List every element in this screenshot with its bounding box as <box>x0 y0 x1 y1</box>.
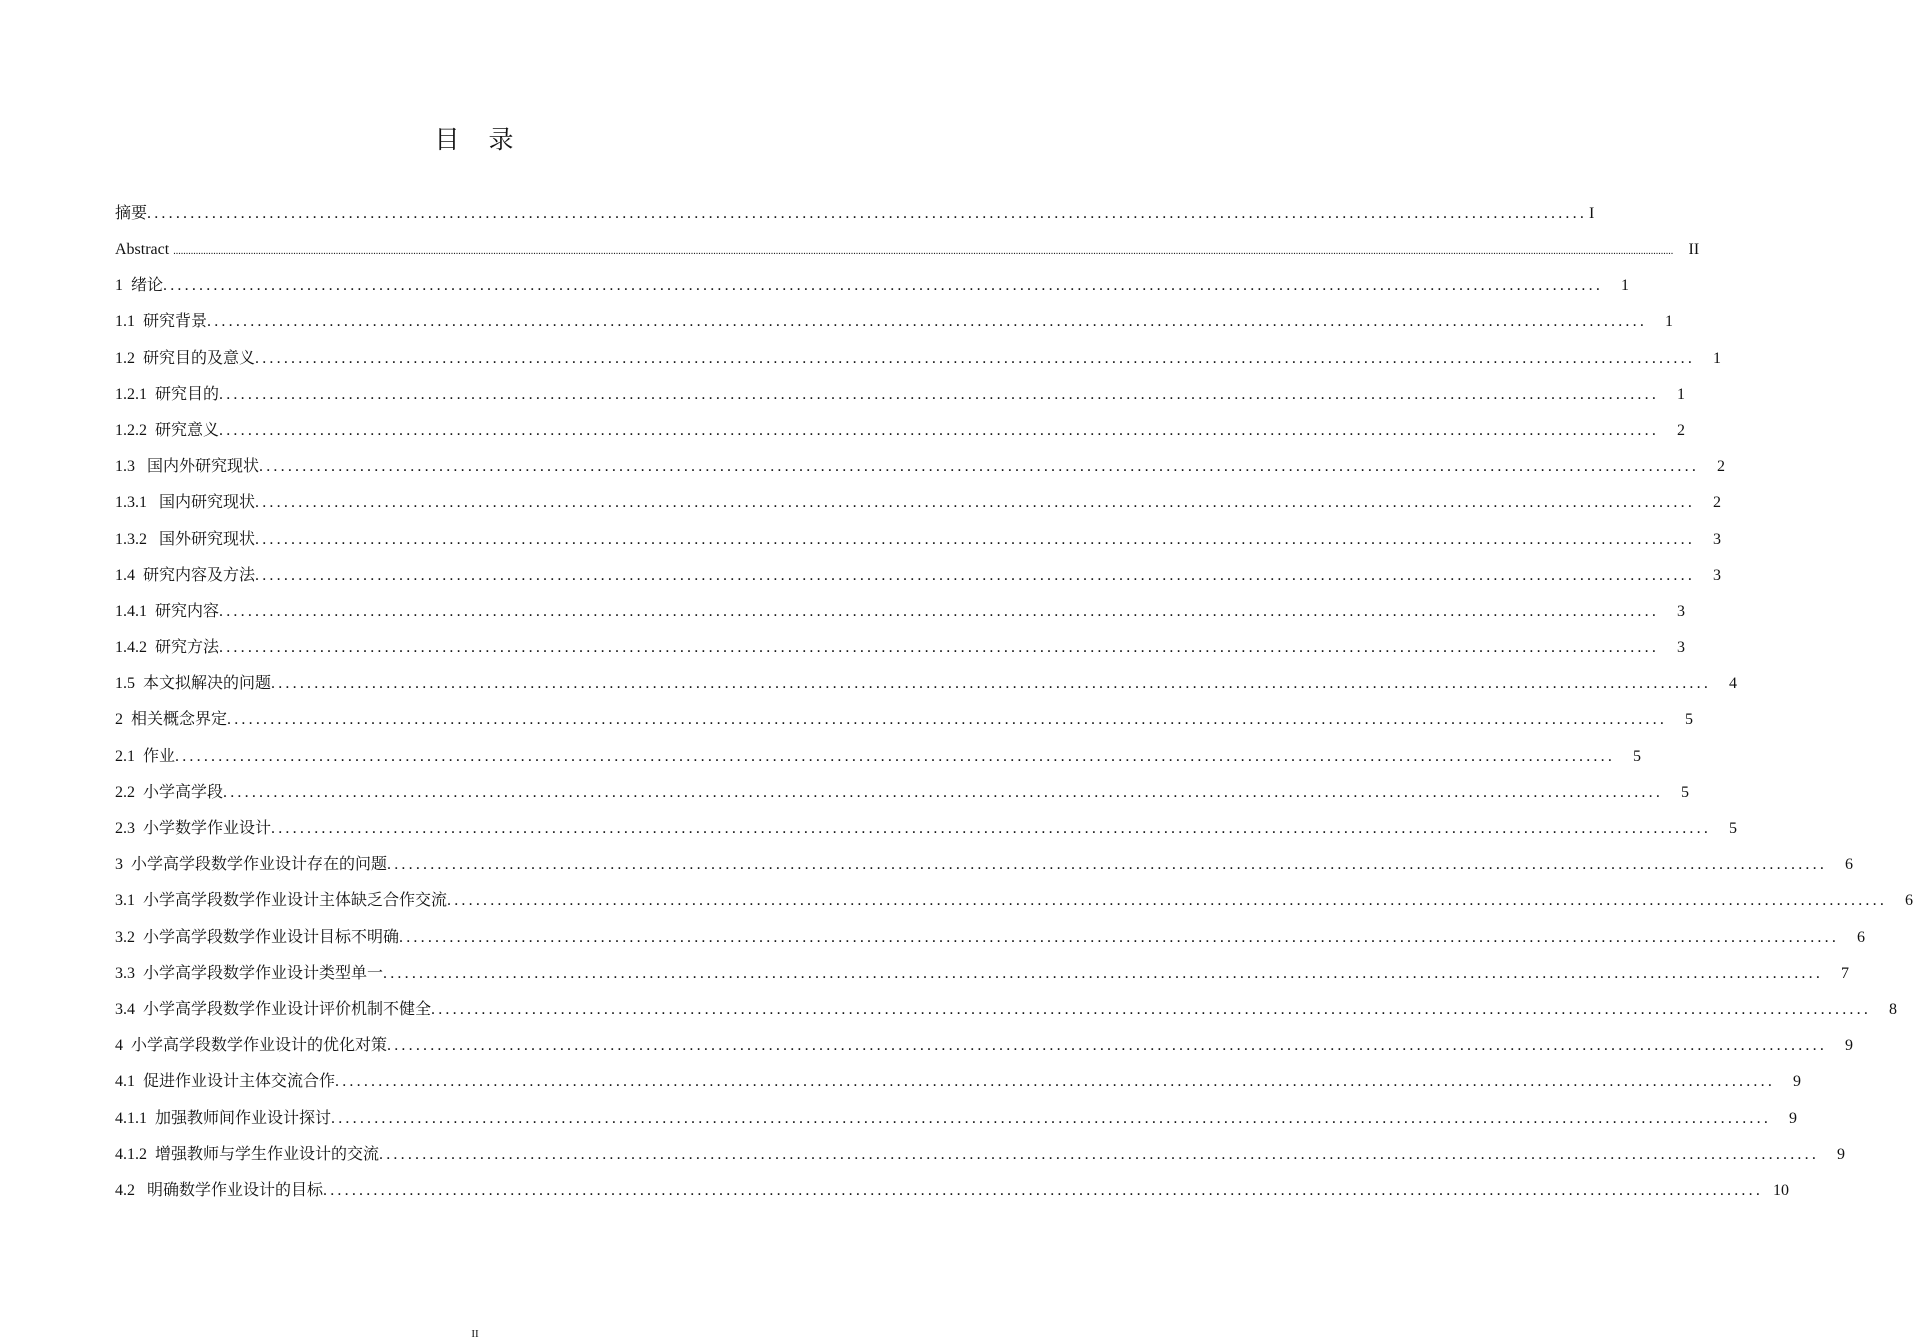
toc-entry[interactable] <box>115 1137 1846 1173</box>
toc-entry-page: 9 <box>1789 1109 1798 1127</box>
toc-entry[interactable] <box>115 630 1686 666</box>
toc-entry[interactable] <box>115 811 1738 847</box>
toc-entry-label: 1.1 研究背景 <box>115 313 208 331</box>
toc-leader-dots: ........................................................................................................................................................................................................ <box>227 711 1668 729</box>
toc-entry-page: 5 <box>1685 711 1694 729</box>
toc-entry-page: 9 <box>1845 1037 1854 1055</box>
toc-leader-dots: ........................................................................................................................................................................................................ <box>399 928 1840 946</box>
toc-entry-page: 4 <box>1729 675 1738 693</box>
toc-leader-dots: ........................................................................................................................................................................................................ <box>175 747 1616 765</box>
toc-leader-dots: ........................................................................................................................................................................................................ <box>223 783 1664 801</box>
toc-entry[interactable] <box>115 594 1686 630</box>
toc-entry-page: 5 <box>1729 820 1738 837</box>
toc-leader-dots: ........................................................................................................................................................................................................ <box>387 1037 1828 1055</box>
toc-entry[interactable] <box>115 485 1722 521</box>
toc-entry[interactable] <box>115 1064 1802 1100</box>
table-of-contents <box>115 196 1913 1209</box>
toc-entry[interactable] <box>115 920 1866 956</box>
toc-entry-label: 1.4 研究内容及方法 <box>115 566 256 584</box>
toc-entry[interactable] <box>115 883 1913 919</box>
toc-leader-dots: ........................................................................................................................................................................................................ <box>431 1000 1872 1018</box>
toc-entry-page: 5 <box>1681 783 1690 801</box>
toc-leader-dots: ........................................................................................................................................................................................................ <box>255 566 1696 584</box>
toc-entry[interactable] <box>115 666 1738 702</box>
toc-leader-dots: ........................................................................................................................................................................................................ <box>147 205 1588 222</box>
toc-entry-label: 3.4 小学高学段数学作业设计评价机制不健全 <box>115 1000 432 1018</box>
toc-entry-page: 8 <box>1889 1000 1898 1018</box>
toc-entry-label: 3.3 小学高学段数学作业设计类型单一 <box>115 964 384 982</box>
toc-entry-label: 1.3.1 国内研究现状 <box>115 494 256 512</box>
toc-leader-dots: ........................................................................................................................................................................................................ <box>331 1109 1772 1127</box>
toc-entry-label: 3.1 小学高学段数学作业设计主体缺乏合作交流 <box>115 892 448 910</box>
page-number-footer: II <box>471 1328 479 1340</box>
toc-entry-page: 6 <box>1857 928 1866 946</box>
toc-entry[interactable] <box>115 413 1686 449</box>
toc-entry[interactable] <box>115 449 1726 485</box>
toc-entry-label: 1.3.2 国外研究现状 <box>115 530 256 548</box>
toc-entry[interactable] <box>115 304 1674 340</box>
toc-entry-label: 1.2.1 研究目的 <box>115 385 220 403</box>
toc-entry[interactable] <box>115 196 1595 232</box>
toc-entry[interactable] <box>115 377 1686 413</box>
toc-leader-dots: ........................................................................................................................................................................................................ <box>271 820 1712 837</box>
toc-entry[interactable] <box>115 1028 1854 1064</box>
toc-entry[interactable] <box>115 558 1722 594</box>
toc-entry[interactable] <box>115 341 1722 377</box>
toc-leader-dots: ........................................................................................................................................................................................................ <box>207 313 1648 331</box>
toc-entry-label: 1.4.1 研究内容 <box>115 602 220 620</box>
toc-entry-page: II <box>1688 241 1700 258</box>
toc-entry-page: 6 <box>1845 856 1854 874</box>
toc-entry-label: 4.1 促进作业设计主体交流合作 <box>115 1073 336 1091</box>
toc-entry-label: 2 相关概念界定 <box>115 711 228 729</box>
toc-entry-label: 3 小学高学段数学作业设计存在的问题 <box>115 856 388 874</box>
toc-leader-dots: ........................................................................................................................................................................................................ <box>219 602 1660 620</box>
toc-entry-page: 3 <box>1677 639 1686 657</box>
toc-entry-page: I <box>1589 205 1595 222</box>
toc-entry-page: 1 <box>1621 277 1630 295</box>
toc-entry-page: 9 <box>1793 1073 1802 1091</box>
toc-entry-page: 2 <box>1677 421 1686 439</box>
toc-entry-label: 1.2 研究目的及意义 <box>115 349 256 367</box>
toc-entry[interactable] <box>115 775 1690 811</box>
toc-entry-page: 3 <box>1713 566 1722 584</box>
toc-entry[interactable] <box>115 1173 1790 1209</box>
toc-entry[interactable] <box>115 702 1694 738</box>
toc-leader-dots: ........................................................................................................................................................................................................ <box>271 675 1712 693</box>
toc-entry-label: 3.2 小学高学段数学作业设计目标不明确 <box>115 928 400 946</box>
toc-entry-label: 2.3 小学数学作业设计 <box>115 820 272 837</box>
toc-leader-dots: ........................................................................................................................................................................................................ <box>383 964 1824 982</box>
toc-entry-label: 2.2 小学高学段 <box>115 783 224 801</box>
toc-entry-page: 10 <box>1773 1181 1790 1199</box>
toc-entry-page: 7 <box>1841 964 1850 982</box>
toc-leader-dots: ........................................................................................................................................................................................................ <box>323 1181 1764 1199</box>
toc-entry-page: 1 <box>1713 349 1722 367</box>
toc-entry-page: 3 <box>1677 602 1686 620</box>
toc-entry-label: 1.2.2 研究意义 <box>115 421 220 439</box>
toc-entry-page: 1 <box>1665 313 1674 331</box>
toc-entry-page: 2 <box>1713 494 1722 512</box>
toc-entry-label: 4 小学高学段数学作业设计的优化对策 <box>115 1037 388 1055</box>
toc-entry-page: 5 <box>1633 747 1642 765</box>
toc-entry[interactable] <box>115 956 1850 992</box>
toc-leader-dots: ........................................................................................................................................................................................................................................................................................................................................................................................................................................................................................................................................................................................................................ <box>173 246 1674 257</box>
toc-entry[interactable] <box>115 522 1722 558</box>
toc-entry[interactable] <box>115 268 1630 304</box>
toc-entry-label: 1.3 国内外研究现状 <box>115 458 260 476</box>
toc-entry[interactable] <box>115 1101 1798 1137</box>
toc-leader-dots: ........................................................................................................................................................................................................ <box>219 639 1660 657</box>
toc-entry[interactable] <box>115 232 1700 268</box>
toc-entry-page: 1 <box>1677 385 1686 403</box>
toc-entry[interactable] <box>115 739 1642 775</box>
toc-entry-label: 4.2 明确数学作业设计的目标 <box>115 1181 324 1199</box>
toc-entry-page: 9 <box>1837 1145 1846 1163</box>
toc-leader-dots: ........................................................................................................................................................................................................ <box>255 494 1696 512</box>
toc-leader-dots: ........................................................................................................................................................................................................ <box>335 1073 1776 1091</box>
toc-entry-label: 1.5 本文拟解决的问题 <box>115 675 272 693</box>
toc-entry-label: 1.4.2 研究方法 <box>115 639 220 657</box>
toc-leader-dots: ........................................................................................................................................................................................................ <box>387 856 1828 874</box>
toc-leader-dots: ........................................................................................................................................................................................................ <box>379 1145 1820 1163</box>
toc-entry[interactable] <box>115 992 1898 1028</box>
toc-entry-page: 3 <box>1713 530 1722 548</box>
toc-leader-dots: ........................................................................................................................................................................................................ <box>447 892 1888 910</box>
toc-entry-page: 2 <box>1717 458 1726 476</box>
toc-entry-label: 2.1 作业 <box>115 747 176 765</box>
page-title: 目 录 <box>434 125 516 154</box>
toc-leader-dots: ........................................................................................................................................................................................................ <box>163 277 1604 295</box>
toc-entry-label: 4.1.2 增强教师与学生作业设计的交流 <box>115 1145 380 1163</box>
toc-leader-dots: ........................................................................................................................................................................................................ <box>219 385 1660 403</box>
toc-leader-dots: ........................................................................................................................................................................................................ <box>255 530 1696 548</box>
toc-entry-page: 6 <box>1905 892 1913 910</box>
toc-entry-label: 1 绪论 <box>115 277 164 295</box>
toc-leader-dots: ........................................................................................................................................................................................................ <box>255 349 1696 367</box>
toc-leader-dots: ........................................................................................................................................................................................................ <box>219 421 1660 439</box>
toc-leader-dots: ........................................................................................................................................................................................................ <box>259 458 1700 476</box>
toc-entry[interactable] <box>115 847 1854 883</box>
toc-entry-label: 4.1.1 加强教师间作业设计探讨 <box>115 1109 332 1127</box>
toc-entry-label: Abstract <box>115 241 174 258</box>
toc-entry-label: 摘要 <box>115 205 148 222</box>
